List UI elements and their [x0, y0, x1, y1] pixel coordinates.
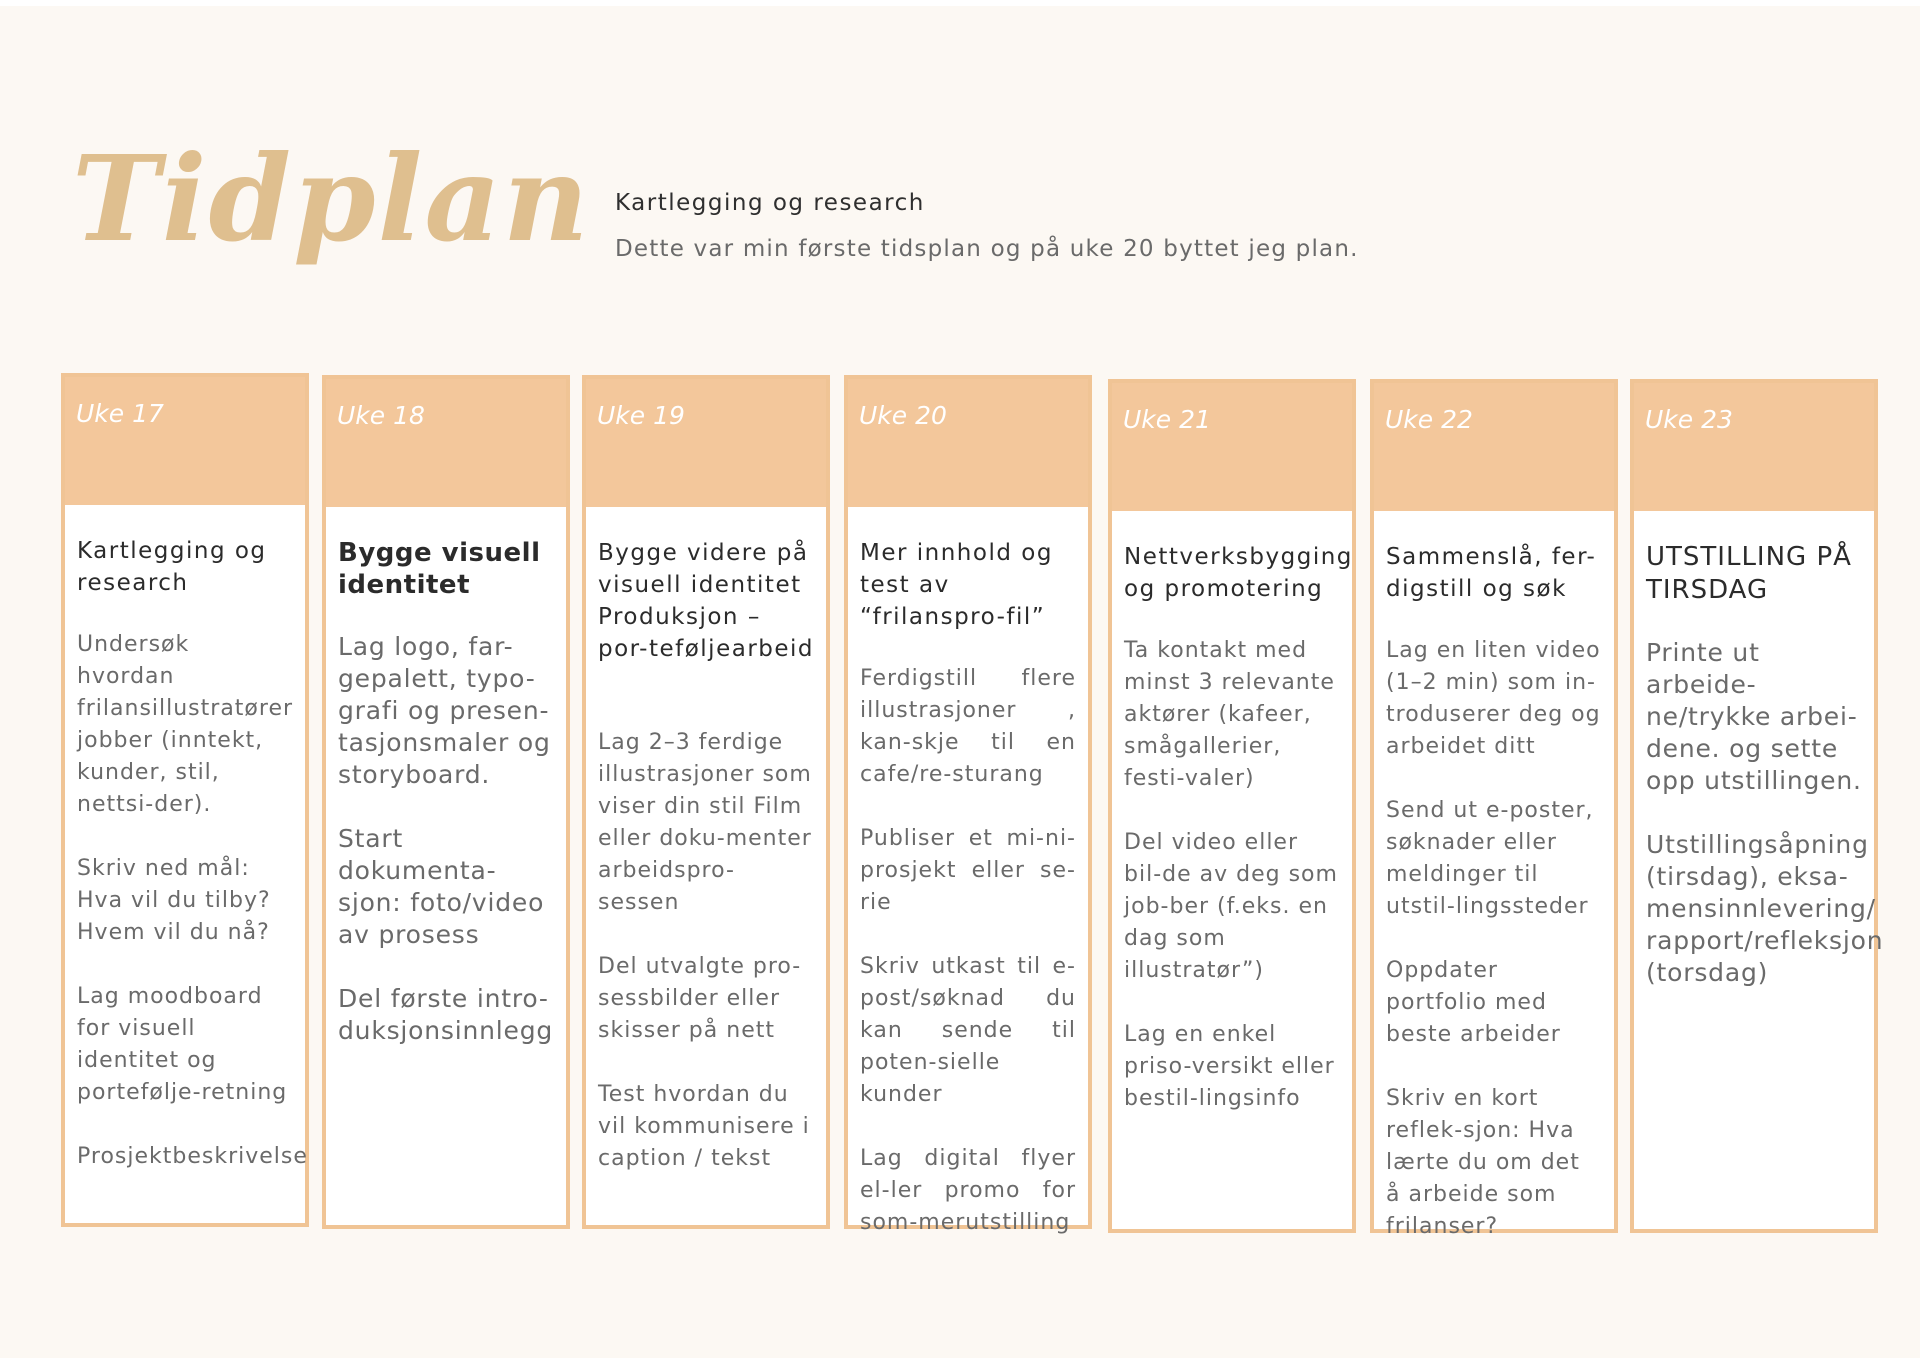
- week-header: [1374, 383, 1614, 511]
- week-task: Lag en enkel priso-versikt eller bestil-lingsinfo: [1124, 1022, 1335, 1111]
- week-label: Uke 22: [1385, 405, 1473, 434]
- week-task: Printe ut arbeide-ne/trykke arbei-dene. og sette opp utstillingen.: [1646, 638, 1862, 795]
- week-label: Uke 19: [597, 401, 685, 430]
- week-body: [1634, 511, 1884, 989]
- week-column-19: [582, 375, 830, 1229]
- week-column-23: [1630, 379, 1884, 1233]
- week-body: [1112, 511, 1352, 1115]
- week-task: Lag moodboard for visuell identitet og portefølje-retning: [77, 984, 288, 1105]
- week-header: [848, 379, 1088, 507]
- week-task: Undersøk hvordan frilansillustratører jobber (inntekt, kunder, stil, nettsi-der).: [77, 632, 294, 817]
- week-task: Lag 2–3 ferdige illustrasjoner som viser din stil Film eller doku-menter arbeidspro-sessen: [598, 730, 812, 915]
- week-heading: Sammenslå, fer-digstill og søk: [1386, 544, 1597, 602]
- week-task: Del utvalgte pro-sessbilder eller skisser på nett: [598, 954, 802, 1043]
- week-label: Uke 17: [76, 399, 164, 428]
- week-task: Test hvordan du vil kommunisere i caption / tekst: [598, 1082, 810, 1171]
- week-task: Skriv ned mål: Hva vil du tilby? Hvem vil du nå?: [77, 856, 271, 945]
- week-column-18: [322, 375, 570, 1229]
- week-task: Del video eller bil-de av deg som job-ber (f.eks. en dag som illustratør”): [1124, 830, 1338, 983]
- week-column-17: [61, 373, 309, 1227]
- week-task: Lag digital flyer el-ler promo for som-merutstilling: [860, 1146, 1076, 1235]
- week-task: Utstillingsåpning (tirsdag), eksa-mensinnlevering/ rapport/refleksjon (torsdag): [1646, 830, 1884, 987]
- week-heading: Kartlegging og research: [77, 538, 267, 596]
- week-header: [586, 379, 826, 507]
- top-strip: [0, 0, 1920, 6]
- week-task: Skriv utkast til e-post/søknad du kan sende til poten-sielle kunder: [860, 954, 1076, 1107]
- week-task: Skriv en kort reflek-sjon: Hva lærte du om det å arbeide som frilanser?: [1386, 1086, 1580, 1239]
- page-description: Dette var min første tidsplan og på uke 20 byttet jeg plan.: [615, 236, 1359, 262]
- week-body: [326, 507, 566, 1047]
- week-body: [65, 505, 308, 1173]
- week-task: Publiser et mi-ni-prosjekt eller se-rie: [860, 826, 1076, 915]
- week-body: [1374, 511, 1614, 1243]
- week-heading: Bygge videre på visuell identitet Produksjon – por-teføljearbeid: [598, 540, 815, 662]
- week-body: [848, 507, 1088, 1239]
- week-task: Prosjektbeskrivelse: [77, 1144, 308, 1169]
- week-header: [326, 379, 566, 507]
- week-column-22: [1370, 379, 1618, 1239]
- page-title: Tidplan: [72, 129, 591, 268]
- week-label: Uke 23: [1645, 405, 1733, 434]
- week-label: Uke 18: [337, 401, 425, 430]
- page-subtitle: Kartlegging og research: [615, 190, 925, 216]
- week-task: Del første intro-duksjonsinnlegg: [338, 984, 554, 1045]
- week-label: Uke 21: [1123, 405, 1211, 434]
- week-task: Lag en liten video (1–2 min) som in-troduserer deg og arbeidet ditt: [1386, 638, 1601, 759]
- week-task: Send ut e-poster, søknader eller meldinger til utstil-lingssteder: [1386, 798, 1594, 919]
- week-column-21: [1108, 379, 1356, 1233]
- week-column-20: [844, 375, 1092, 1235]
- week-header: [1634, 383, 1874, 511]
- week-task: Ta kontakt med minst 3 relevante aktører (kafeer, smågallerier, festi-valer): [1124, 638, 1335, 791]
- week-body: [586, 507, 826, 1175]
- week-heading: Bygge visuell identitet: [338, 538, 541, 600]
- week-header: [1112, 383, 1352, 511]
- week-heading: UTSTILLING PÅ TIRSDAG: [1646, 542, 1852, 605]
- week-heading: Nettverksbygging og promotering: [1124, 544, 1353, 602]
- week-task: Oppdater portfolio med beste arbeider: [1386, 958, 1561, 1047]
- week-label: Uke 20: [859, 401, 947, 430]
- week-task: Lag logo, far-gepalett, typo-grafi og presen-tasjonsmaler og storyboard.: [338, 632, 551, 789]
- week-header: [65, 377, 305, 505]
- week-task: Start dokumenta-sjon: foto/video av prosess: [338, 824, 545, 949]
- week-task: Ferdigstill flere illustrasjoner , kan-skje til en cafe/re-sturang: [860, 666, 1076, 787]
- week-heading: Mer innhold og test av “frilanspro-fil”: [860, 540, 1053, 630]
